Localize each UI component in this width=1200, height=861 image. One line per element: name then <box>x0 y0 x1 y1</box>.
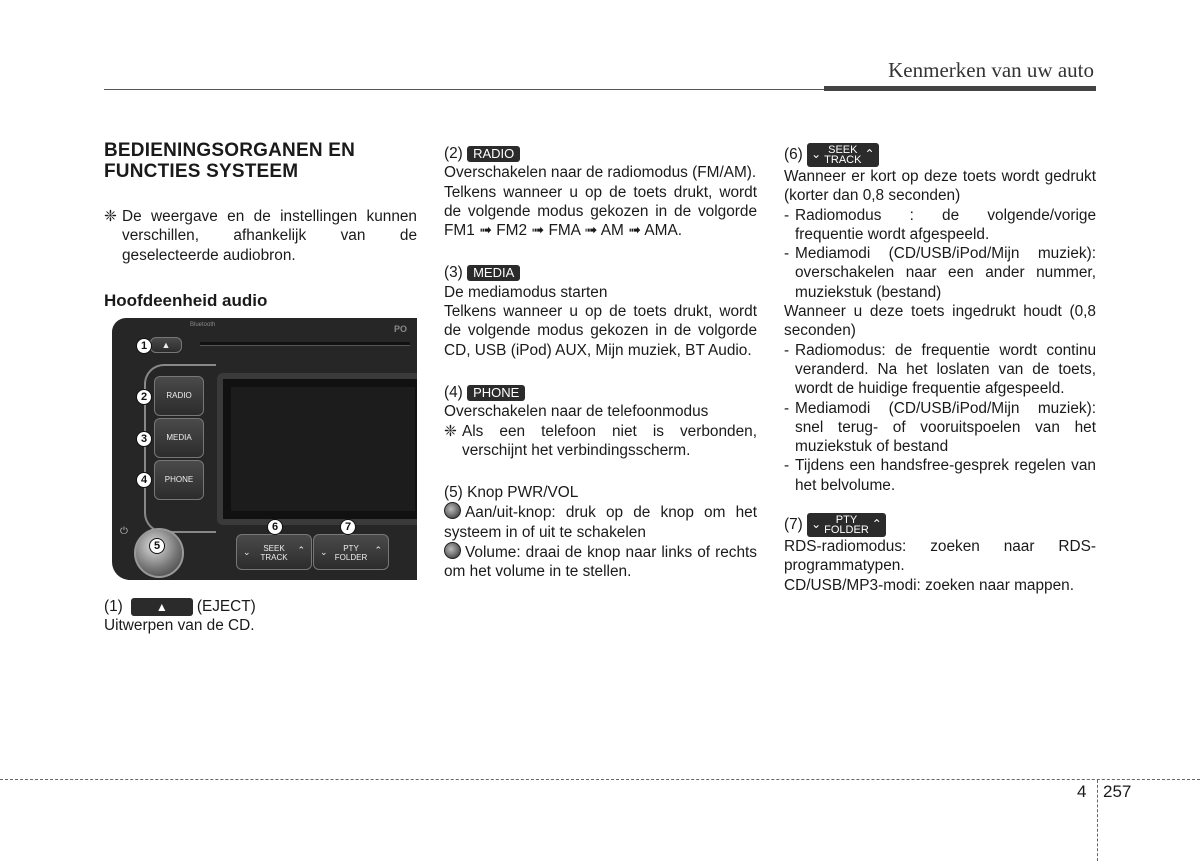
seek-track-button <box>236 534 312 570</box>
eject-button: ▲ <box>150 337 182 353</box>
chevron-down-icon: ⌄ <box>811 517 822 532</box>
subsection-title: Hoofdeenheid audio <box>104 290 268 310</box>
note-text: De weergave en de instellingen kunnen verschillen, afhankelijk van de geselecteerde audiobron. <box>122 208 417 264</box>
chevron-down-icon: ⌄ <box>811 147 822 162</box>
callout-4: 4 <box>136 472 152 488</box>
chevron-up-icon: ⌃ <box>871 517 882 532</box>
chevron-down-icon: ⌄ <box>320 547 328 557</box>
callout-5: 5 <box>149 538 165 554</box>
chevron-down-icon: ⌄ <box>243 547 251 557</box>
radio-badge: RADIO <box>467 146 520 162</box>
section-number: 4 <box>1077 782 1087 801</box>
audio-head-unit-illustration <box>112 318 417 580</box>
section-title: BEDIENINGSORGANEN EN FUNCTIES SYSTEEM <box>104 140 356 182</box>
eject-icon: ▲ <box>131 598 193 616</box>
chevron-up-icon: ⌃ <box>864 147 875 162</box>
media-button: MEDIA <box>154 418 204 458</box>
footer-divider <box>1097 780 1098 861</box>
note: ❈ Als een telefoon niet is verbonden, verschijnt het verbindingsscherm. <box>444 422 757 459</box>
knob-title: (5) Knop PWR/VOL <box>444 484 579 502</box>
phone-button: PHONE <box>154 460 204 500</box>
footer-rule <box>0 779 1200 780</box>
column-right: (6) ⌄ SEEK TRACK ⌃ Wanneer er kort op deze toets wordt gedrukt (korter dan 0,8 seconden) - Radiomodus : de volgende/vorige frequentie wordt afgespeeld. - Mediamodi (CD/USB/iPod/Mijn muziek): overschakelen naar een ander nummer, muziekstuk (bestand) Wanneer u deze toets ingedrukt houdt (0,8 seconden) - Radiomodus: de frequentie wordt continu veranderd. Na het loslaten van de toets, wordt de huidige frequentie afgespeeld. - Mediamodi (CD/USB/iPod/Mijn muziek): snel terug- of vooruitspoelen van het muziekstuk of bestand - Tijdens een handsfree-gesprek regelen van het belvolume. (7) ⌄ PTY FOLDER ⌃ RDS-radiomodus: zoeken naar RDS-programmatypen. CD/USB/MP3-modi: zoeken naar mappen. <box>784 144 1096 594</box>
knob-icon <box>444 502 461 519</box>
item-text: Uitwerpen van de CD. <box>104 617 255 635</box>
column-middle: (2) RADIO Overschakelen naar de radiomodus (FM/AM). Telkens wanneer u op de toets drukt, wordt de volgende modus gekozen in de volgorde FM1 ➟ FM2 ➟ FMA ➟ AM ➟ AMA. (3) MEDIA De mediamodus starten Telkens wanneer u op de toets drukt, wordt de volgende modus gekozen in de volgorde CD, USB (iPod) AUX, Mijn muziek, BT Audio. (4) PHONE Overschakelen naar de telefoonmodus ❈ Als een telefoon niet is verbonden, verschijnt het verbindingsscherm. (5) Knop PWR/VOL Aan/uit-knop: druk op de knop om het systeem in of uit te schakelen Volume: draai de knop naar links of rechts om het volume in te stellen. <box>444 145 757 581</box>
display-screen <box>231 387 415 511</box>
seek-track-badge: ⌄ SEEK TRACK ⌃ <box>807 143 878 167</box>
item-eject: (1) ▲ (EJECT) Uitwerpen van de CD. <box>104 597 417 636</box>
note <box>104 207 417 265</box>
chevron-up-icon: ⌃ <box>297 545 305 555</box>
callout-1: 1 <box>136 338 152 354</box>
display-frame <box>217 373 417 525</box>
callout-7: 7 <box>340 519 356 535</box>
media-badge: MEDIA <box>467 265 520 281</box>
pty-folder-button <box>313 534 389 570</box>
knob-icon <box>444 542 461 559</box>
power-icon: ⏻ <box>120 526 128 537</box>
pty-folder-label: PTY FOLDER <box>334 544 368 562</box>
callout-3: 3 <box>136 431 152 447</box>
radio-button: RADIO <box>154 376 204 416</box>
cd-slot <box>200 342 410 346</box>
phone-badge: PHONE <box>467 385 525 401</box>
chevron-up-icon: ⌃ <box>374 545 382 555</box>
brand-logo: PO <box>394 324 408 334</box>
note-mark: ❈ <box>104 208 117 225</box>
callout-2: 2 <box>136 389 152 405</box>
header-rule-accent <box>824 86 1096 91</box>
page-number: 257 <box>1103 782 1132 801</box>
seek-track-label: SEEK TRACK <box>260 544 288 562</box>
running-header: Kenmerken van uw auto <box>888 58 1094 82</box>
callout-6: 6 <box>267 519 283 535</box>
pty-folder-badge: ⌄ PTY FOLDER ⌃ <box>807 513 886 537</box>
bluetooth-logo: Bluetooth <box>190 322 216 328</box>
column-left <box>104 140 417 310</box>
